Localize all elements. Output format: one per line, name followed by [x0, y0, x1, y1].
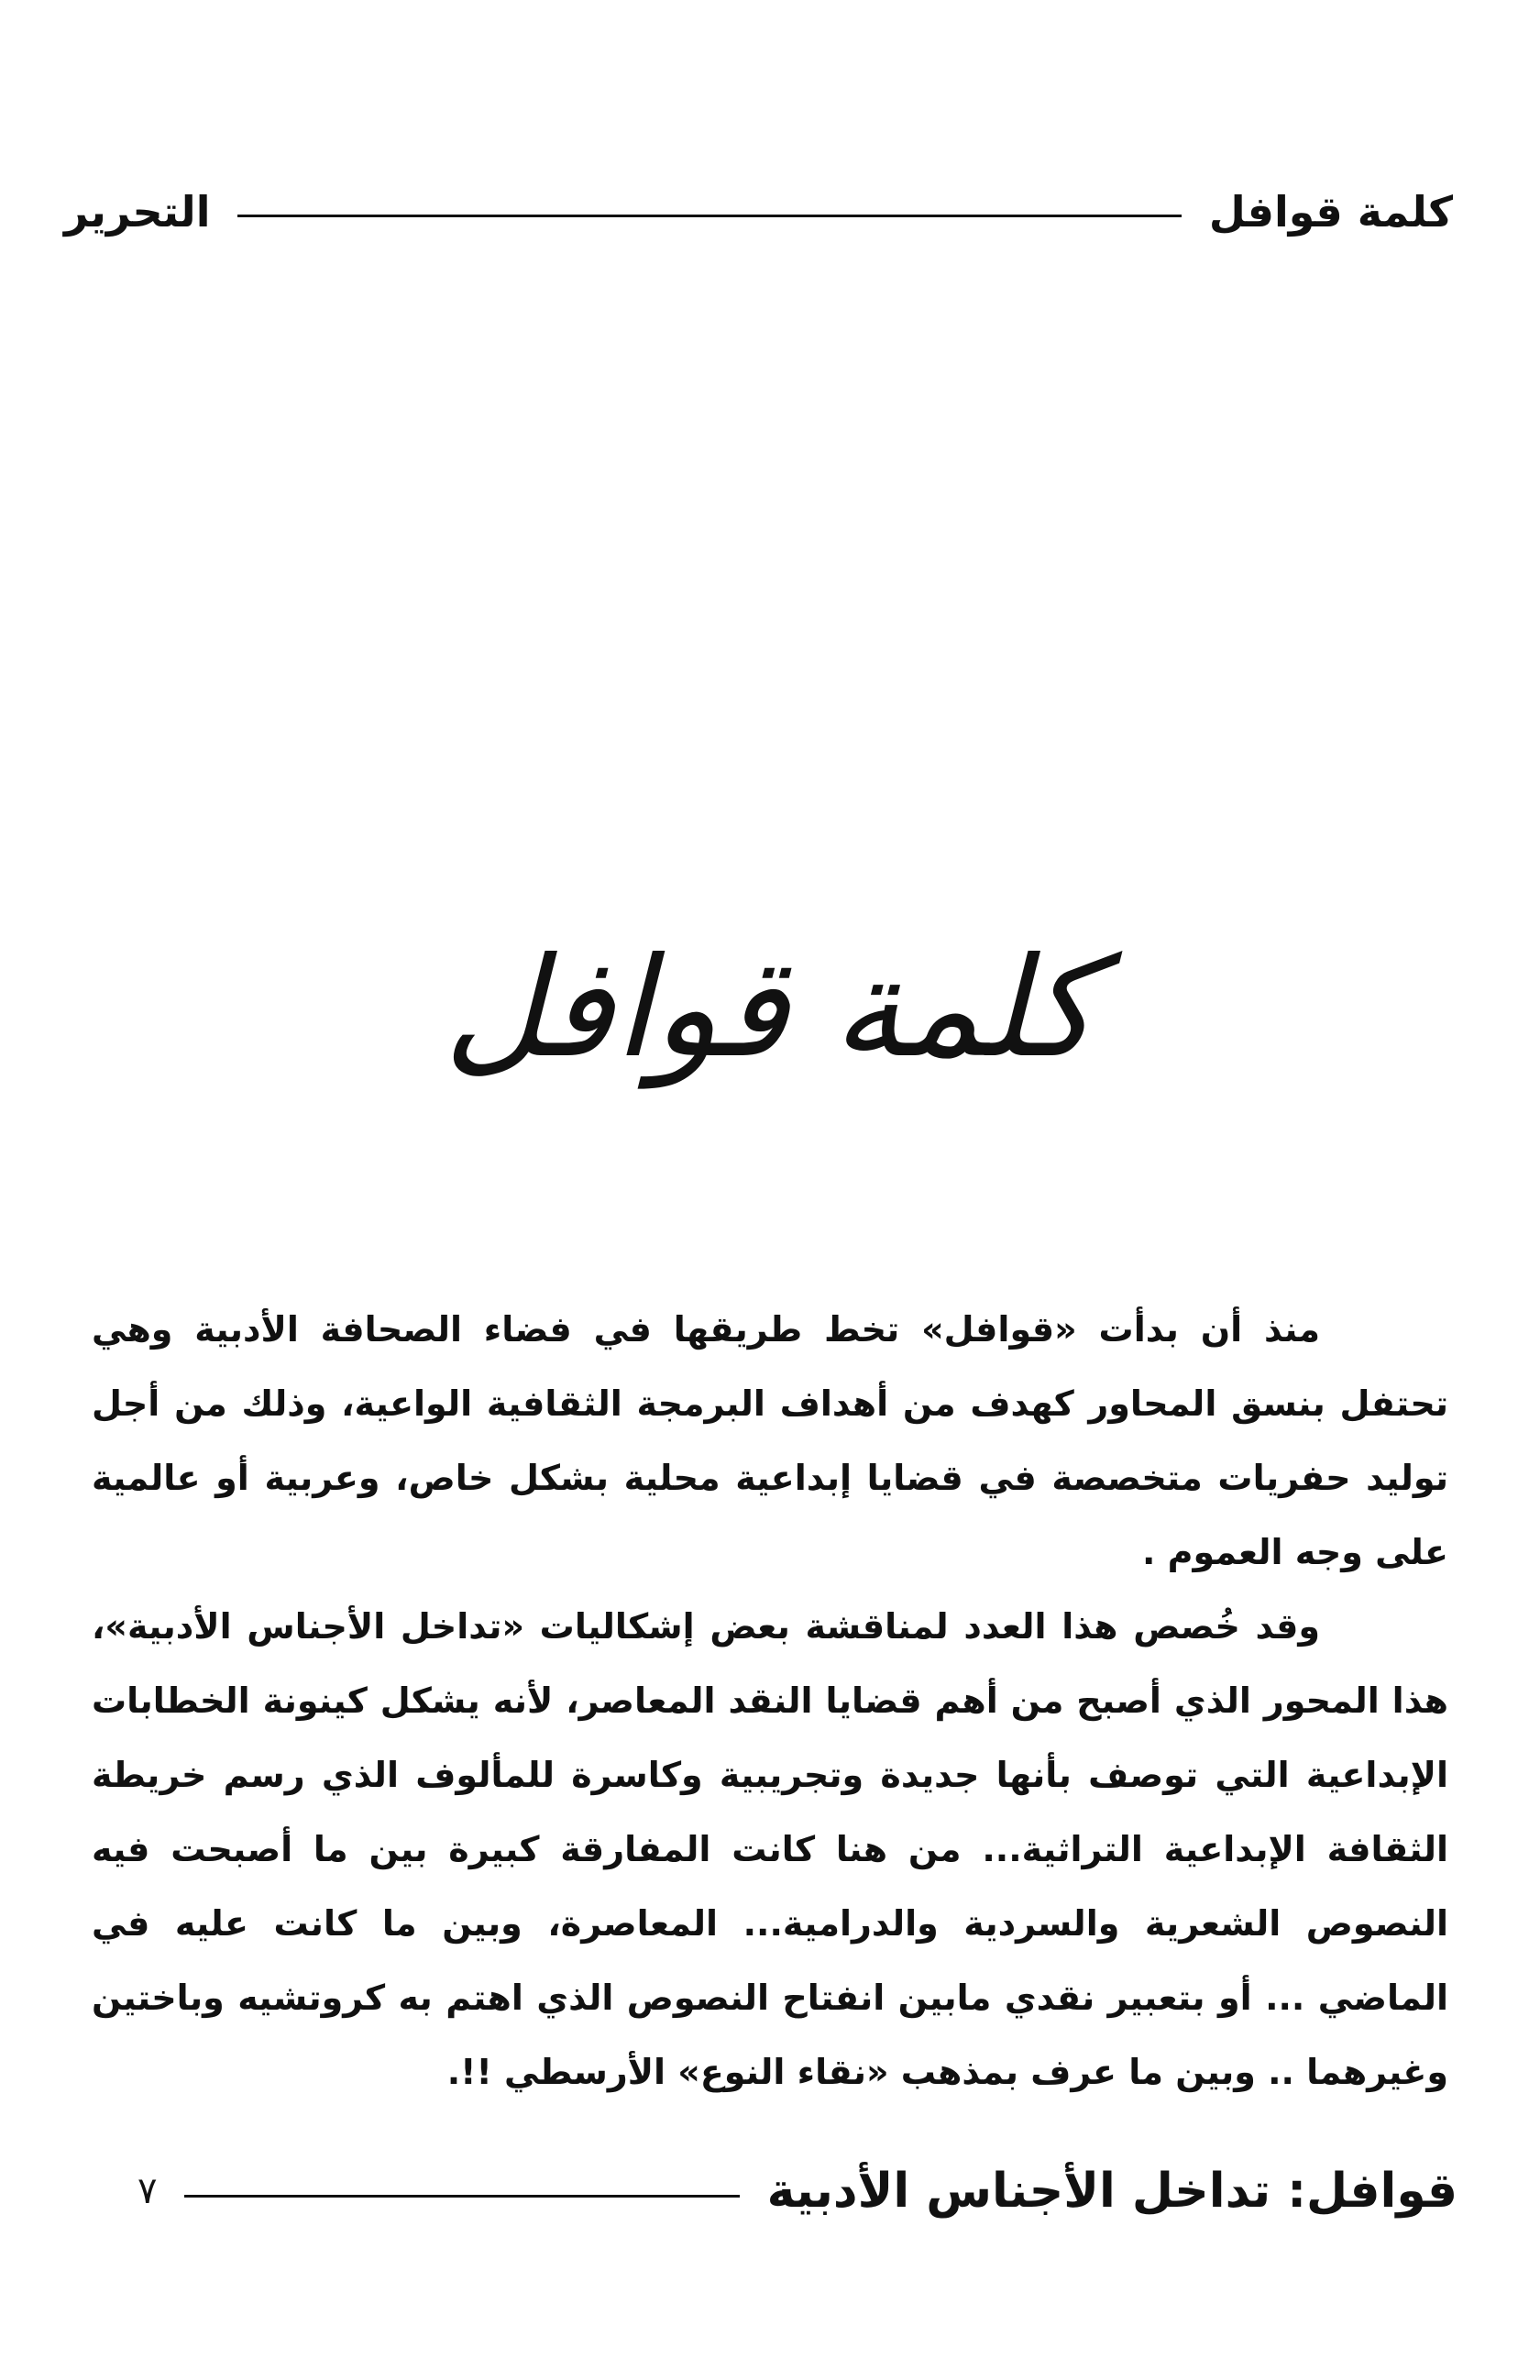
article-body	[92, 1293, 1448, 2110]
footer-publication-title: قوافل: تداخل الأجناس الأدبية	[766, 2164, 1458, 2219]
paragraph: منذ أن بدأت «قوافل» تخط طريقها في فضاء الصحافة الأدبية وهي تحتفل بنسق المحاور كهدف من أهداف البرمجة الثقافية الواعية، وذلك من أجل توليد حفريات متخصصة في قضايا إبداعية محلية بشكل خاص، وعربية أو عالمية على وجه العموم .	[92, 1309, 1448, 1572]
header-rule	[237, 215, 1181, 217]
running-header	[64, 180, 1453, 244]
running-footer	[138, 2154, 1458, 2228]
page-number: ٧	[138, 2170, 158, 2212]
footer-rule	[184, 2195, 739, 2198]
header-section-label: التحرير	[64, 187, 211, 237]
title-block	[0, 926, 1540, 1091]
header-section-title: كلمة قوافل	[1208, 187, 1453, 237]
paragraph: وقد خُصص هذا العدد لمناقشة بعض إشكاليات «تداخل الأجناس الأدبية»، هذا المحور الذي أصبح من أهم قضايا النقد المعاصر، لأنه يشكل كينونة الخطابات الإبداعية التي توصف بأنها جديدة وتجريبية وكاسرة للمألوف الذي رسم خريطة الثقافة الإبداعية التراثية... من هنا كانت المفارقة كبيرة بين ما أصبحت فيه النصوص الشعرية والسردية والدرامية... المعاصرة، وبين ما كانت عليه في الماضي ... أو بتعبير نقدي مابين انفتاح النصوص الذي اهتم به كروتشيه وباختين وغيرهما .. وبين ما عرف بمذهب «نقاء النوع» الأرسطي !!.	[92, 1606, 1448, 2092]
calligraphic-title: كلمة قوافل	[443, 929, 1097, 1088]
